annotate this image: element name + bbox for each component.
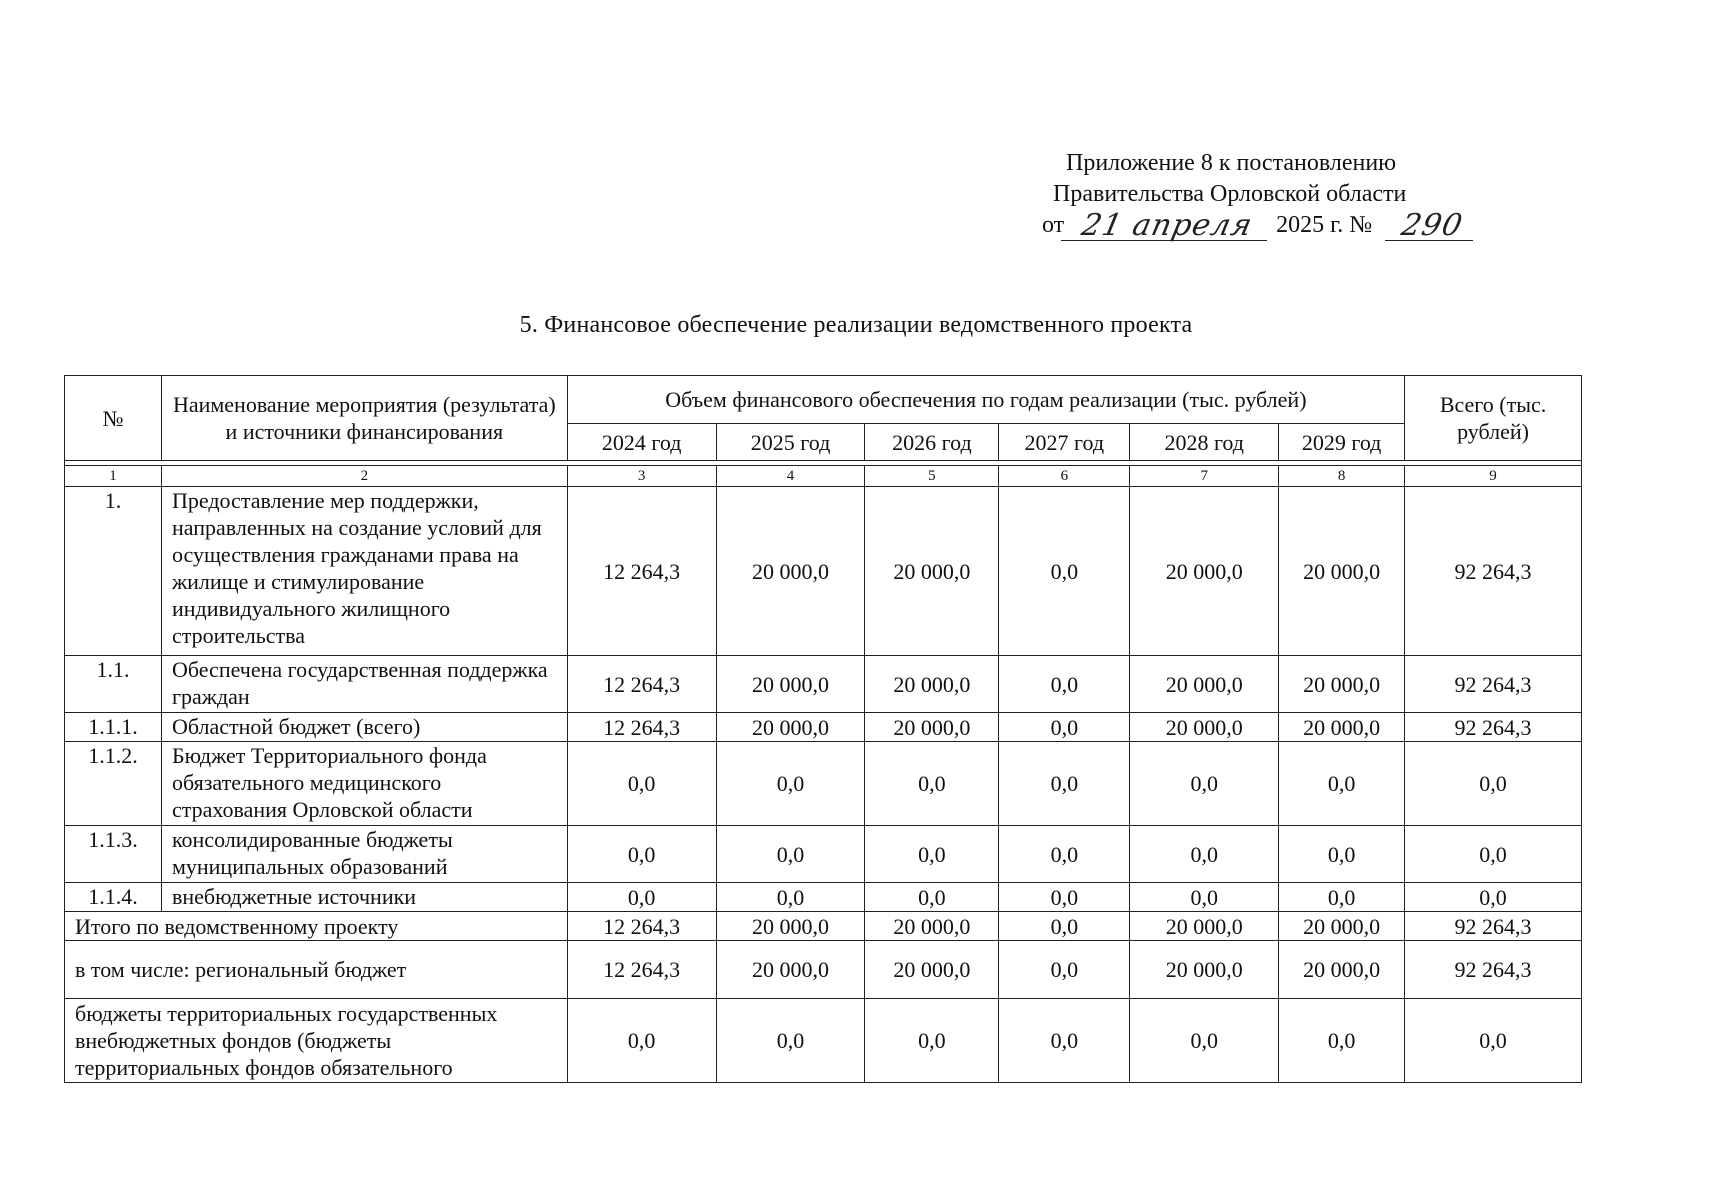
summary-value: 20 000,0: [1279, 912, 1405, 941]
summary-value: 0,0: [999, 912, 1130, 941]
row-value: 0,0: [1279, 742, 1405, 826]
row-name: Предоставление мер поддержки, направленных на создание условий для осуществления гражданами права на жилище и стимулирование индивидуального жилищного строительства: [161, 487, 567, 656]
row-value: 20 000,0: [716, 713, 865, 742]
summary-value: 0,0: [1279, 999, 1405, 1083]
table-row: [65, 713, 1582, 742]
summary-value: 0,0: [567, 999, 716, 1083]
row-value: 0,0: [1405, 826, 1582, 883]
column-index: 7: [1130, 466, 1279, 487]
row-value: 12 264,3: [567, 713, 716, 742]
summary-row: [65, 912, 1582, 941]
summary-value: 0,0: [999, 941, 1130, 999]
row-value: 20 000,0: [1130, 487, 1279, 656]
summary-row: [65, 999, 1582, 1083]
summary-value: 20 000,0: [1130, 941, 1279, 999]
summary-value: 20 000,0: [865, 912, 999, 941]
row-value: 12 264,3: [567, 487, 716, 656]
row-name: Областной бюджет (всего): [161, 713, 567, 742]
column-index: 9: [1405, 466, 1582, 487]
summary-label: Итого по ведомственному проекту: [65, 912, 568, 941]
row-value: 12 264,3: [567, 656, 716, 713]
table-row: [65, 487, 1582, 656]
appendix-line3: [1030, 210, 1550, 241]
row-value: 0,0: [716, 883, 865, 912]
row-value: 0,0: [1279, 883, 1405, 912]
appendix-prefix: от: [1042, 212, 1065, 238]
row-value: 20 000,0: [1279, 656, 1405, 713]
header-year: 2029 год: [1279, 424, 1405, 461]
summary-value: 0,0: [716, 999, 865, 1083]
column-index-row: [65, 466, 1582, 487]
appendix-line2: Правительства Орловской области: [1053, 181, 1407, 207]
appendix-block: [1030, 148, 1550, 241]
row-value: 0,0: [1130, 883, 1279, 912]
header-year: 2025 год: [716, 424, 865, 461]
section-title: 5. Финансовое обеспечение реализации ведомственного проекта: [519, 312, 1193, 338]
row-value: 92 264,3: [1405, 656, 1582, 713]
summary-value: 0,0: [1405, 999, 1582, 1083]
table-row: [65, 883, 1582, 912]
row-value: 0,0: [999, 883, 1130, 912]
row-value: 0,0: [1130, 826, 1279, 883]
row-name: Бюджет Территориального фонда обязательного медицинского страхования Орловской области: [161, 742, 567, 826]
column-index: 3: [567, 466, 716, 487]
row-value: 0,0: [716, 826, 865, 883]
header-volume: Объем финансового обеспечения по годам реализации (тыс. рублей): [567, 376, 1404, 424]
row-value: 0,0: [999, 742, 1130, 826]
row-value: 92 264,3: [1405, 713, 1582, 742]
summary-value: 12 264,3: [567, 912, 716, 941]
row-value: 0,0: [1405, 742, 1582, 826]
column-index: 5: [865, 466, 999, 487]
header-total: Всего (тыс. рублей): [1405, 376, 1582, 461]
table-row: [65, 742, 1582, 826]
column-index: 2: [161, 466, 567, 487]
row-value: 0,0: [999, 656, 1130, 713]
summary-value: 92 264,3: [1405, 941, 1582, 999]
row-value: 20 000,0: [1279, 487, 1405, 656]
summary-value: 92 264,3: [1405, 912, 1582, 941]
row-value: 0,0: [1405, 883, 1582, 912]
row-value: 20 000,0: [865, 713, 999, 742]
financing-table: [64, 375, 1582, 1083]
handwritten-number: 290: [1385, 212, 1479, 241]
row-value: 20 000,0: [716, 656, 865, 713]
row-value: 20 000,0: [1130, 656, 1279, 713]
row-value: 0,0: [567, 826, 716, 883]
header-name: Наименование мероприятия (результата) и источники финансирования: [161, 376, 567, 461]
row-code: 1.1.1.: [65, 713, 162, 742]
header-year: 2027 год: [999, 424, 1130, 461]
summary-value: 0,0: [1130, 999, 1279, 1083]
row-name: внебюджетные источники: [161, 883, 567, 912]
summary-value: 20 000,0: [716, 941, 865, 999]
header-year: 2028 год: [1130, 424, 1279, 461]
table-row: [65, 656, 1582, 713]
column-index: 6: [999, 466, 1130, 487]
row-value: 20 000,0: [1279, 713, 1405, 742]
row-name: консолидированные бюджеты муниципальных образований: [161, 826, 567, 883]
row-value: 0,0: [716, 742, 865, 826]
row-value: 0,0: [567, 742, 716, 826]
row-value: 0,0: [865, 883, 999, 912]
row-value: 92 264,3: [1405, 487, 1582, 656]
summary-label: бюджеты территориальных государственных внебюджетных фондов (бюджеты территориальных фондов обязательного: [65, 999, 568, 1083]
summary-label: в том числе: региональный бюджет: [65, 941, 568, 999]
summary-value: 20 000,0: [865, 941, 999, 999]
summary-row: [65, 941, 1582, 999]
row-value: 0,0: [999, 713, 1130, 742]
row-value: 0,0: [567, 883, 716, 912]
row-code: 1.1.: [65, 656, 162, 713]
summary-value: 20 000,0: [1279, 941, 1405, 999]
summary-value: 12 264,3: [567, 941, 716, 999]
row-value: 0,0: [999, 487, 1130, 656]
table-row: [65, 826, 1582, 883]
header-year: 2024 год: [567, 424, 716, 461]
row-value: 0,0: [865, 826, 999, 883]
summary-value: 20 000,0: [716, 912, 865, 941]
summary-value: 0,0: [865, 999, 999, 1083]
row-value: 20 000,0: [865, 656, 999, 713]
row-value: 0,0: [865, 742, 999, 826]
row-value: 0,0: [1130, 742, 1279, 826]
summary-value: 20 000,0: [1130, 912, 1279, 941]
row-value: 20 000,0: [1130, 713, 1279, 742]
row-name: Обеспечена государственная поддержка граждан: [161, 656, 567, 713]
column-index: 1: [65, 466, 162, 487]
handwritten-date: 21 апреля: [1061, 212, 1273, 241]
row-code: 1.1.3.: [65, 826, 162, 883]
column-index: 4: [716, 466, 865, 487]
row-value: 20 000,0: [716, 487, 865, 656]
row-code: 1.: [65, 487, 162, 656]
column-index: 8: [1279, 466, 1405, 487]
row-value: 20 000,0: [865, 487, 999, 656]
header-year: 2026 год: [865, 424, 999, 461]
header-num: №: [65, 376, 162, 461]
row-code: 1.1.2.: [65, 742, 162, 826]
row-value: 0,0: [999, 826, 1130, 883]
row-code: 1.1.4.: [65, 883, 162, 912]
row-value: 0,0: [1279, 826, 1405, 883]
summary-value: 0,0: [999, 999, 1130, 1083]
appendix-year-text: 2025 г. №: [1276, 212, 1373, 238]
appendix-line1: Приложение 8 к постановлению: [1066, 150, 1397, 176]
